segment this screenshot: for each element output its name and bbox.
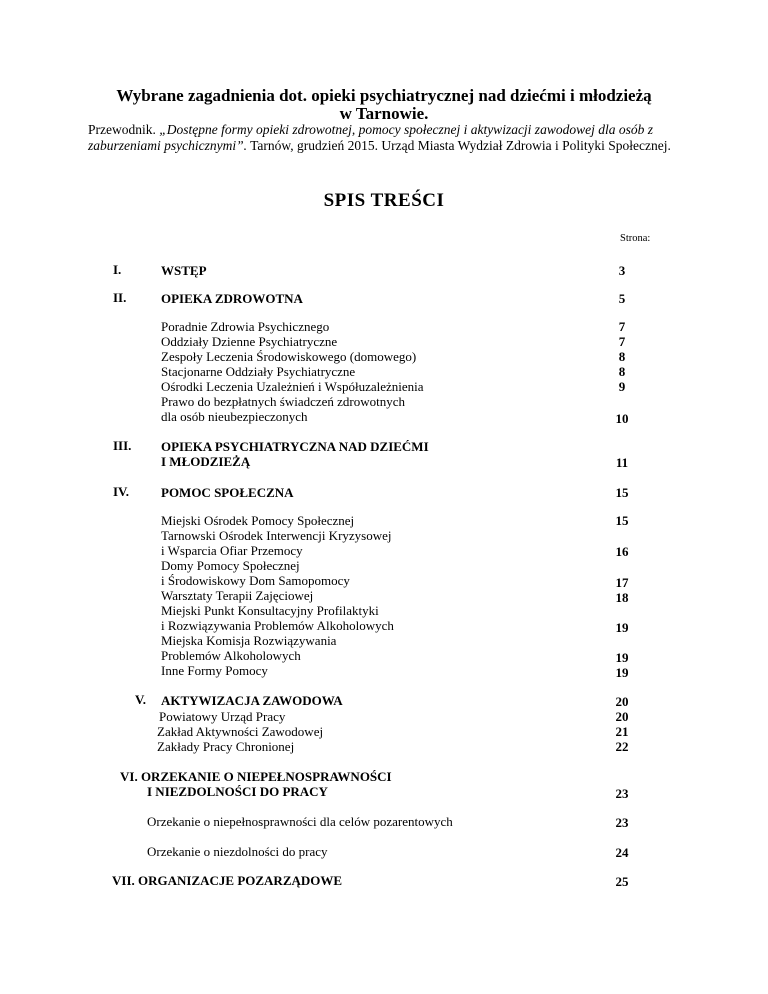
section-2-item: Poradnie Zdrowia Psychicznego (161, 319, 330, 334)
section-5-item: Zakłady Pracy Chronionej (157, 739, 295, 754)
section-4-item: Inne Formy Pomocy (161, 663, 268, 678)
section-2-item-page: 7 (618, 319, 626, 334)
section-4-item-page: 15 (615, 513, 629, 528)
section-5-number: V. (135, 692, 146, 707)
section-4-item: i Rozwiązywania Problemów Alkoholowych (161, 618, 394, 633)
section-2-item: Prawo do bezpłatnych świadczeń zdrowotnych (161, 394, 406, 409)
intro-italic: „Dostępne formy opieki zdrowotnej, pomocy społecznej i aktywizacji zawodowej dla osób z zaburzeniami psychicznymi”. (88, 122, 653, 153)
section-2-item: Oddziały Dzienne Psychiatryczne (161, 334, 338, 349)
section-5-title: AKTYWIZACJA ZAWODOWA (161, 693, 343, 708)
section-6-item: Orzekanie o niezdolności do pracy (147, 844, 328, 859)
intro-prefix: Przewodnik. (88, 122, 160, 137)
section-5-item-page: 20 (615, 709, 629, 724)
section-4-item-page: 18 (615, 590, 629, 605)
section-3-title: OPIEKA PSYCHIATRYCZNA NAD DZIEĆMI (161, 439, 429, 454)
section-4-item: Domy Pomocy Społecznej (161, 558, 300, 573)
section-2-item: Zespoły Leczenia Środowiskowego (domowego) (161, 349, 417, 364)
section-6-item-page: 24 (615, 845, 629, 860)
section-2-page: 5 (618, 291, 626, 306)
section-4-item-page: 17 (615, 575, 629, 590)
section-4-item: Warsztaty Terapii Zajęciowej (161, 588, 314, 603)
section-4-item: Miejska Komisja Rozwiązywania (161, 633, 337, 648)
document-title-line2: w Tarnowie. (339, 104, 429, 123)
section-6-item-page: 23 (615, 815, 629, 830)
section-4-page: 15 (615, 485, 629, 500)
section-2-title: OPIEKA ZDROWOTNA (161, 291, 303, 306)
section-1-page: 3 (618, 263, 626, 278)
section-5-item-page: 21 (615, 724, 629, 739)
section-4-item: Miejski Punkt Konsultacyjny Profilaktyki (161, 603, 379, 618)
section-6-page: 23 (615, 786, 629, 801)
section-2-item: dla osób nieubezpieczonych (161, 409, 308, 424)
section-4-item-page: 19 (615, 665, 629, 680)
document-title-line1: Wybrane zagadnienia dot. opieki psychiatrycznej nad dziećmi i młodzieżą (116, 86, 652, 105)
section-3-title: I MŁODZIEŻĄ (161, 454, 251, 469)
section-1-title: WSTĘP (161, 263, 207, 278)
section-4-item: Miejski Ośrodek Pomocy Społecznej (161, 513, 355, 528)
section-2-number: II. (113, 290, 127, 305)
section-4-title: POMOC SPOŁECZNA (161, 485, 294, 500)
section-1-number: I. (113, 262, 122, 277)
section-4-item: i Wsparcia Ofiar Przemocy (161, 543, 303, 558)
section-3-number: III. (113, 438, 132, 453)
section-4-item: i Środowiskowy Dom Samopomocy (161, 573, 350, 588)
section-4-item: Tarnowski Ośrodek Interwencji Kryzysowej (161, 528, 392, 543)
section-4-item: Problemów Alkoholowych (161, 648, 301, 663)
toc-title: SPIS TREŚCI (323, 190, 445, 211)
intro-paragraph (88, 122, 698, 154)
section-5-page: 20 (615, 694, 629, 709)
section-4-item-page: 19 (615, 620, 629, 635)
intro-suffix: Tarnów, grudzień 2015. Urząd Miasta Wydział Zdrowia i Polityki Społecznej. (247, 138, 671, 153)
section-2-item-page: 9 (618, 379, 626, 394)
section-5-item-page: 22 (615, 739, 629, 754)
section-2-item-page: 7 (618, 334, 626, 349)
section-5-item: Zakład Aktywności Zawodowej (157, 724, 324, 739)
section-7-title: VII. ORGANIZACJE POZARZĄDOWE (112, 873, 343, 888)
section-4-number: IV. (113, 484, 130, 499)
section-2-item: Ośrodki Leczenia Uzależnień i Współuzależnienia (161, 379, 424, 394)
section-2-item: Stacjonarne Oddziały Psychiatryczne (161, 364, 356, 379)
section-6-title: VI. ORZEKANIE O NIEPEŁNOSPRAWNOŚCI (120, 769, 392, 784)
section-6-title: I NIEZDOLNOŚCI DO PRACY (147, 784, 328, 799)
section-2-item-page: 10 (615, 411, 629, 426)
section-6-item: Orzekanie o niepełnosprawności dla celów pozarentowych (147, 814, 453, 829)
section-4-item-page: 16 (615, 544, 629, 559)
section-4-item-page: 19 (615, 650, 629, 665)
section-2-item-page: 8 (618, 349, 626, 364)
section-2-item-page: 8 (618, 364, 626, 379)
section-3-page: 11 (615, 455, 629, 470)
section-7-page: 25 (615, 874, 629, 889)
page-column-label: Strona: (620, 233, 651, 244)
section-5-item: Powiatowy Urząd Pracy (159, 709, 286, 724)
